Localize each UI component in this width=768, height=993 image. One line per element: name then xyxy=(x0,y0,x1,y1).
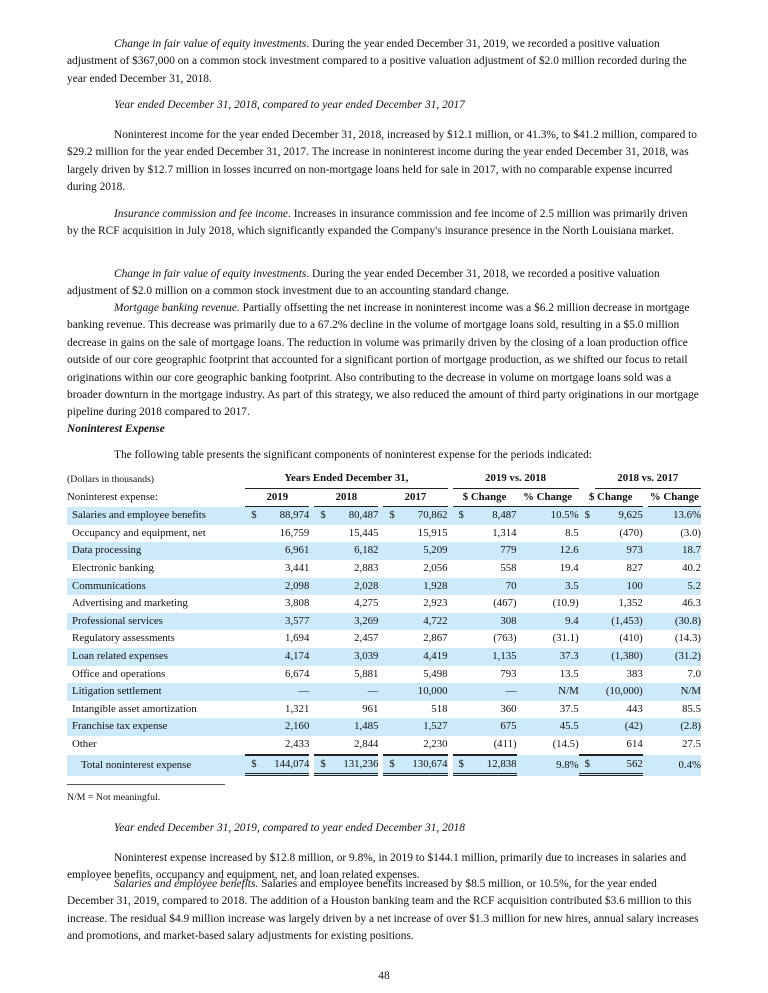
pct-change-2018-vs-2017: (30.8) xyxy=(648,613,701,631)
dollar-change-2018-vs-2017: 827 xyxy=(626,561,643,574)
currency-symbol xyxy=(453,701,469,719)
col-pct-change-a: % Change xyxy=(517,489,579,508)
col-2017: 2017 xyxy=(383,489,447,508)
currency-symbol xyxy=(245,666,261,684)
currency-symbol xyxy=(383,630,399,648)
currency-symbol: $ xyxy=(453,507,469,525)
total-2017: 130,674 xyxy=(399,755,447,777)
dollar-change-2019-vs-2018: 675 xyxy=(469,718,517,736)
value-2019: 3,808 xyxy=(285,597,310,610)
currency-symbol xyxy=(245,718,261,736)
currency-symbol xyxy=(453,542,469,560)
value-2018: 2,457 xyxy=(354,632,379,645)
value-2017: 518 xyxy=(431,702,448,715)
row-label: Data processing xyxy=(67,542,245,560)
currency-symbol xyxy=(453,578,469,596)
currency-symbol xyxy=(383,666,399,684)
table-row xyxy=(67,560,701,578)
paragraph-insurance xyxy=(67,206,701,241)
currency-symbol xyxy=(383,560,399,578)
paragraph-lead: Salaries and employee benefits. xyxy=(114,878,259,890)
dollar-change-2019-vs-2018: (467) xyxy=(493,597,517,610)
table-group-header xyxy=(67,470,701,489)
dollar-change-2018-vs-2017: (1,380) xyxy=(595,648,643,666)
group-2018-vs-2017: 2018 vs. 2017 xyxy=(595,470,701,489)
pct-change-2018-vs-2017: 46.3 xyxy=(682,597,701,610)
paragraph-noninterest-expense: Noninterest expense increased by $12.8 million, or 9.8%, in 2019 to $144.1 million, primarily due to increases in salaries and employee benefits, occupancy and equipment, net, and loan related expenses. xyxy=(67,852,687,882)
currency-symbol xyxy=(453,595,469,613)
pct-change-2019-vs-2018: 19.4 xyxy=(559,561,579,574)
dollar-change-2019-vs-2018: (411) xyxy=(469,736,517,755)
paragraph-text: Partially offsetting the net increase in noninterest income was a $6.2 million decrease in mortgage banking revenue. This decrease was primarily due to a 67.2% decline in the volume of mortgage loans sold, resulting in a $5.0 million decrease in gains on the sale of mortgage loans. The reduction in volume was primarily driven by the closing of a loan production office outside of our core geographic footprint that accounted for a significant portion of mortgage production, as we shifted our focus to retail originations within our core geographic banking footprint. Also contributing to the decrease in volume on mortgage loans sold was a broader downturn in the mortgage industry. As part of this strategy, we also reduced the amount of third party originations in our mortgage pipeline during 2018 compared to 2017. xyxy=(67,302,699,419)
currency-symbol xyxy=(579,560,595,578)
dollar-change-2019-vs-2018: 779 xyxy=(469,542,517,560)
footnote: N/M = Not meaningful. xyxy=(67,792,161,803)
paragraph-text: . Increases in insurance commission and fee income of 2.5 million was primarily driven by the RCF acquisition in July 2018, which significantly expanded the Company's insurance presence in the North Louisiana market. xyxy=(67,208,688,238)
dollar-change-2019-vs-2018: — xyxy=(469,683,517,701)
table-row xyxy=(67,718,701,736)
dollar-change-2018-vs-2017: 383 xyxy=(626,667,643,680)
value-2017: 2,230 xyxy=(399,736,447,755)
currency-symbol xyxy=(579,666,595,684)
pct-change-2019-vs-2018: 37.3 xyxy=(517,648,579,666)
dollar-change-2019-vs-2018: 8,487 xyxy=(469,507,517,525)
noninterest-expense-table xyxy=(67,470,701,776)
currency-symbol: $ xyxy=(383,507,399,525)
currency-symbol xyxy=(453,648,469,666)
pct-change-2018-vs-2017: 18.7 xyxy=(648,542,701,560)
value-2019: 2,098 xyxy=(261,578,309,596)
currency-symbol: $ xyxy=(579,507,595,525)
dollar-change-2018-vs-2017: (42) xyxy=(595,718,643,736)
currency-symbol xyxy=(245,613,261,631)
group-2019-vs-2018: 2019 vs. 2018 xyxy=(453,470,579,489)
value-2017: 2,056 xyxy=(423,561,448,574)
value-2018: 15,445 xyxy=(348,526,379,539)
value-2017: 4,419 xyxy=(399,648,447,666)
row-label: Electronic banking xyxy=(72,561,154,574)
table-row xyxy=(67,613,701,631)
value-2017: 15,915 xyxy=(417,526,448,539)
total-pct-change-b: 0.4% xyxy=(648,755,701,777)
currency-symbol xyxy=(314,542,330,560)
dollar-change-2019-vs-2018: 1,135 xyxy=(469,648,517,666)
pct-change-2018-vs-2017: (3.0) xyxy=(680,526,701,539)
dollar-change-2019-vs-2018: 1,314 xyxy=(492,526,517,539)
currency-symbol xyxy=(453,630,469,648)
value-2018: 3,269 xyxy=(330,613,378,631)
currency-symbol: $ xyxy=(314,507,330,525)
currency-symbol xyxy=(579,525,595,543)
value-2019: 3,577 xyxy=(261,613,309,631)
currency-symbol xyxy=(383,683,399,701)
value-2018: 4,275 xyxy=(354,597,379,610)
value-2018: 2,883 xyxy=(354,561,379,574)
currency-symbol xyxy=(383,613,399,631)
currency-symbol xyxy=(314,666,330,684)
value-2019: — xyxy=(261,683,309,701)
row-label: Communications xyxy=(67,578,245,596)
row-label: Other xyxy=(72,738,97,751)
subheading-2019-vs-2018: Year ended December 31, 2019, compared to year ended December 31, 2018 xyxy=(114,822,465,834)
currency-symbol xyxy=(245,542,261,560)
pct-change-2019-vs-2018: 12.6 xyxy=(517,542,579,560)
value-2019: 16,759 xyxy=(279,526,310,539)
currency-symbol xyxy=(245,595,261,613)
units-note: (Dollars in thousands) xyxy=(67,473,155,485)
value-2019: 4,174 xyxy=(261,648,309,666)
pct-change-2018-vs-2017: 13.6% xyxy=(648,507,701,525)
currency-symbol xyxy=(453,736,469,755)
pct-change-2019-vs-2018: 45.5 xyxy=(517,718,579,736)
row-header-label: Noninterest expense: xyxy=(67,491,158,504)
currency-symbol xyxy=(579,736,595,755)
table-column-header xyxy=(67,489,701,508)
pct-change-2018-vs-2017: 85.5 xyxy=(682,702,701,715)
value-2017: 2,867 xyxy=(423,632,448,645)
dollar-change-2018-vs-2017: 100 xyxy=(595,578,643,596)
footnote-block xyxy=(67,772,225,806)
dollar-change-2019-vs-2018: 558 xyxy=(500,561,517,574)
row-label: Litigation settlement xyxy=(67,683,245,701)
group-years-header: Years Ended December 31, xyxy=(245,470,447,489)
section-heading: Noninterest Expense xyxy=(67,423,165,435)
row-label: Professional services xyxy=(67,613,245,631)
paragraph-text: . During the year ended December 31, 2018, we recorded a positive valuation adjustment of $2.0 million on a common stock investment due to an accounting standard change. xyxy=(67,268,660,298)
value-2017: 5,498 xyxy=(423,667,448,680)
value-2018: 80,487 xyxy=(330,507,378,525)
page-number: 48 xyxy=(378,970,390,982)
col-pct-change-b: % Change xyxy=(648,489,701,508)
pct-change-2019-vs-2018: N/M xyxy=(517,683,579,701)
table-row xyxy=(67,578,701,596)
pct-change-2019-vs-2018: 13.5 xyxy=(559,667,579,680)
total-2019: 144,074 xyxy=(261,755,309,777)
value-2018: 3,039 xyxy=(330,648,378,666)
currency-symbol xyxy=(453,683,469,701)
currency-symbol: $ xyxy=(314,755,330,777)
table-row xyxy=(67,595,701,613)
currency-symbol xyxy=(314,718,330,736)
row-label: Regulatory assessments xyxy=(72,632,175,645)
currency-symbol xyxy=(383,718,399,736)
pct-change-2019-vs-2018: 3.5 xyxy=(517,578,579,596)
value-2018: — xyxy=(330,683,378,701)
total-label: Total noninterest expense xyxy=(67,755,245,777)
currency-symbol xyxy=(314,630,330,648)
currency-symbol xyxy=(383,578,399,596)
value-2019: 88,974 xyxy=(261,507,309,525)
dollar-change-2018-vs-2017: 973 xyxy=(595,542,643,560)
paragraph-salaries xyxy=(67,876,701,946)
paragraph-text: . During the year ended December 31, 2019, we recorded a positive valuation adjustment of $367,000 on a common stock investment compared to a positive valuation adjustment of $2.0 million recorded during the year ended December 31, 2018. xyxy=(67,38,687,85)
pct-change-2019-vs-2018: 9.4 xyxy=(517,613,579,631)
total-dollar-change-b: 562 xyxy=(595,755,643,777)
currency-symbol xyxy=(383,736,399,755)
pct-change-2018-vs-2017: (14.3) xyxy=(674,632,701,645)
value-2019: 6,674 xyxy=(285,667,310,680)
row-label: Office and operations xyxy=(72,667,166,680)
currency-symbol xyxy=(453,525,469,543)
dollar-change-2019-vs-2018: (763) xyxy=(493,632,517,645)
dollar-change-2018-vs-2017: 443 xyxy=(626,702,643,715)
value-2017: 1,928 xyxy=(399,578,447,596)
col-dollar-change-b: $ Change xyxy=(579,489,643,508)
pct-change-2019-vs-2018: (10.9) xyxy=(552,597,579,610)
value-2017: 10,000 xyxy=(399,683,447,701)
col-2018: 2018 xyxy=(314,489,378,508)
dollar-change-2019-vs-2018: 308 xyxy=(469,613,517,631)
value-2018: 1,485 xyxy=(330,718,378,736)
currency-symbol xyxy=(245,736,261,755)
currency-symbol xyxy=(314,560,330,578)
pct-change-2018-vs-2017: 27.5 xyxy=(682,738,701,751)
col-dollar-change-a: $ Change xyxy=(453,489,517,508)
table-row xyxy=(67,507,701,525)
total-dollar-change-a: 12,838 xyxy=(469,755,517,777)
currency-symbol xyxy=(314,613,330,631)
currency-symbol xyxy=(314,701,330,719)
value-2019: 2,160 xyxy=(261,718,309,736)
currency-symbol xyxy=(245,578,261,596)
table-row xyxy=(67,630,701,648)
pct-change-2019-vs-2018: (31.1) xyxy=(552,632,579,645)
paragraph-lead: Insurance commission and fee income xyxy=(114,208,288,220)
row-label: Occupancy and equipment, net xyxy=(72,526,206,539)
currency-symbol xyxy=(245,525,261,543)
currency-symbol xyxy=(245,560,261,578)
dollar-change-2019-vs-2018: 360 xyxy=(500,702,517,715)
currency-symbol xyxy=(245,648,261,666)
paragraph-equity-2018 xyxy=(67,266,701,301)
value-2018: 2,844 xyxy=(330,736,378,755)
currency-symbol xyxy=(383,542,399,560)
currency-symbol xyxy=(314,648,330,666)
currency-symbol xyxy=(579,578,595,596)
pct-change-2019-vs-2018: 8.5 xyxy=(565,526,579,539)
pct-change-2019-vs-2018: 37.5 xyxy=(559,702,579,715)
pct-change-2018-vs-2017: N/M xyxy=(648,683,701,701)
currency-symbol xyxy=(383,701,399,719)
value-2018: 2,028 xyxy=(330,578,378,596)
row-label: Advertising and marketing xyxy=(72,597,188,610)
dollar-change-2018-vs-2017: (10,000) xyxy=(595,683,643,701)
row-label: Loan related expenses xyxy=(67,648,245,666)
currency-symbol: $ xyxy=(453,755,469,777)
paragraph-lead: Mortgage banking revenue. xyxy=(114,302,240,314)
paragraph-noninterest-income: Noninterest income for the year ended December 31, 2018, increased by $12.1 million, or 41.3%, to $41.2 million, compared to $29.2 million for the year ended December 31, 2017. The increase in noninterest income during the year ended December 31, 2018, was largely driven by $12.7 million in losses incurred on non-mortgage loans held for sale in 2017, with no comparable expense incurred during 2018. xyxy=(67,129,697,194)
paragraph-equity-2019 xyxy=(67,36,701,88)
value-2017: 2,923 xyxy=(423,597,448,610)
currency-symbol xyxy=(453,613,469,631)
paragraph-text: Salaries and employee benefits increased by $8.5 million, or 10.5%, for the year ended December 31, 2019, compared to 2018. The addition of a Houston banking team and the RCF acquisition contributed $3.6 million to this increase. The residual $4.9 million increase was largely driven by a net increase of over $1.3 million for new hires, annual salary increases and promotions, and market-based salary adjustments for existing positions. xyxy=(67,878,699,943)
currency-symbol xyxy=(314,683,330,701)
currency-symbol xyxy=(579,701,595,719)
value-2019: 6,961 xyxy=(261,542,309,560)
value-2017: 5,209 xyxy=(399,542,447,560)
pct-change-2018-vs-2017: 40.2 xyxy=(682,561,701,574)
currency-symbol: $ xyxy=(579,755,595,777)
paragraph-lead: Change in fair value of equity investments xyxy=(114,38,307,50)
value-2017: 4,722 xyxy=(399,613,447,631)
footnote-rule xyxy=(67,784,225,785)
currency-symbol xyxy=(314,578,330,596)
table-intro: The following table presents the significant components of noninterest expense for the periods indicated: xyxy=(114,449,592,461)
pct-change-2019-vs-2018: (14.5) xyxy=(552,738,579,751)
row-label: Franchise tax expense xyxy=(67,718,245,736)
value-2019: 2,433 xyxy=(261,736,309,755)
dollar-change-2019-vs-2018: 70 xyxy=(469,578,517,596)
row-label: Intangible asset amortization xyxy=(72,702,197,715)
currency-symbol xyxy=(245,701,261,719)
dollar-change-2018-vs-2017: (470) xyxy=(619,526,643,539)
pct-change-2018-vs-2017: (31.2) xyxy=(648,648,701,666)
currency-symbol xyxy=(453,560,469,578)
table-row xyxy=(67,542,701,560)
total-2018: 131,236 xyxy=(330,755,378,777)
subheading-2018-vs-2017: Year ended December 31, 2018, compared to year ended December 31, 2017 xyxy=(114,99,465,111)
col-2019: 2019 xyxy=(245,489,309,508)
dollar-change-2018-vs-2017: (410) xyxy=(619,632,643,645)
currency-symbol: $ xyxy=(245,755,261,777)
paragraph-mortgage xyxy=(67,300,701,422)
currency-symbol xyxy=(579,630,595,648)
noninterest-expense-table-wrapper xyxy=(67,470,701,776)
table-row xyxy=(67,525,701,543)
total-pct-change-a: 9.8% xyxy=(517,755,579,777)
currency-symbol xyxy=(245,683,261,701)
value-2018: 5,881 xyxy=(354,667,379,680)
pct-change-2019-vs-2018: 10.5% xyxy=(517,507,579,525)
value-2017: 1,527 xyxy=(399,718,447,736)
row-label: Salaries and employee benefits xyxy=(67,507,245,525)
value-2018: 6,182 xyxy=(330,542,378,560)
dollar-change-2018-vs-2017: (1,453) xyxy=(595,613,643,631)
currency-symbol xyxy=(579,595,595,613)
currency-symbol xyxy=(453,666,469,684)
currency-symbol xyxy=(579,718,595,736)
currency-symbol xyxy=(579,648,595,666)
value-2019: 1,694 xyxy=(285,632,310,645)
pct-change-2018-vs-2017: (2.8) xyxy=(648,718,701,736)
table-row xyxy=(67,701,701,719)
table-row xyxy=(67,666,701,684)
dollar-change-2018-vs-2017: 1,352 xyxy=(618,597,643,610)
table-row xyxy=(67,683,701,701)
currency-symbol xyxy=(579,542,595,560)
currency-symbol: $ xyxy=(245,507,261,525)
currency-symbol xyxy=(579,613,595,631)
dollar-change-2018-vs-2017: 614 xyxy=(595,736,643,755)
table-row xyxy=(67,648,701,666)
currency-symbol xyxy=(314,595,330,613)
currency-symbol xyxy=(453,718,469,736)
currency-symbol: $ xyxy=(383,755,399,777)
dollar-change-2018-vs-2017: 9,625 xyxy=(595,507,643,525)
currency-symbol xyxy=(314,736,330,755)
value-2017: 70,862 xyxy=(399,507,447,525)
currency-symbol xyxy=(383,595,399,613)
currency-symbol xyxy=(314,525,330,543)
table-row xyxy=(67,736,701,755)
currency-symbol xyxy=(383,525,399,543)
currency-symbol xyxy=(383,648,399,666)
paragraph-lead: Change in fair value of equity investments xyxy=(114,268,307,280)
value-2018: 961 xyxy=(362,702,379,715)
value-2019: 3,441 xyxy=(285,561,310,574)
pct-change-2018-vs-2017: 5.2 xyxy=(648,578,701,596)
value-2019: 1,321 xyxy=(285,702,310,715)
dollar-change-2019-vs-2018: 793 xyxy=(500,667,517,680)
currency-symbol xyxy=(579,683,595,701)
currency-symbol xyxy=(245,630,261,648)
pct-change-2018-vs-2017: 7.0 xyxy=(687,667,701,680)
